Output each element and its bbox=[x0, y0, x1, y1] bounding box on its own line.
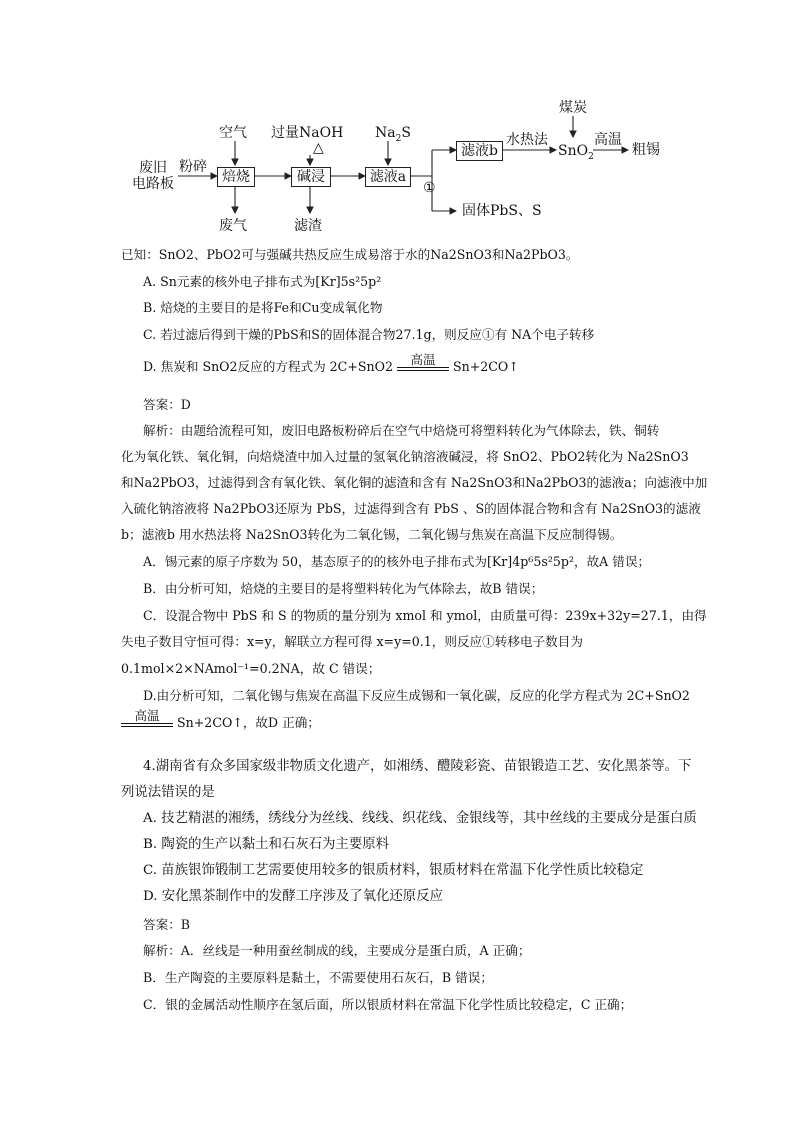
crush-label: 粉碎 bbox=[179, 159, 207, 175]
raw-material-label bbox=[132, 160, 174, 192]
q3-explanation-line1: 解析：由题给流程可知，废旧电路板粉碎后在空气中焙烧可将塑料转化为气体除去，铁、铜转 bbox=[143, 423, 660, 438]
reaction-condition-2-text: 高温 bbox=[134, 707, 160, 723]
naoh-label: 过量NaOH bbox=[271, 125, 344, 141]
reaction-condition-2 bbox=[121, 709, 173, 727]
reaction-condition-text: 高温 bbox=[410, 351, 436, 367]
q3-option-c: C. 若过滤后得到干燥的PbS和S的固体混合物27.1g，则反应①有 NA个电子转移 bbox=[143, 327, 595, 342]
q3-explanation-line2: 化为氧化铁、氧化铜，向焙烧渣中加入过量的氢氧化钠溶液碱浸，将 SnO2、PbO2转化为 Na2SnO3 bbox=[121, 449, 689, 464]
reaction-1-marker: ① bbox=[423, 180, 436, 196]
q3-explanation-c2: 失电子数目守恒可得：x=y，解联立方程可得 x=y=0.1，则反应①转移电子数目为 bbox=[121, 634, 583, 649]
residue-label: 滤渣 bbox=[294, 218, 322, 234]
crude-tin-label: 粗锡 bbox=[632, 142, 660, 158]
q3-explanation-line3: 和Na2PbO3，过滤得到含有氧化铁、氧化铜的滤渣和含有 Na2SnO3和Na2PbO3的滤液a；向滤液中加 bbox=[121, 475, 708, 490]
solid-product-label: 固体PbS、S bbox=[462, 203, 542, 219]
q3-explanation-d1: D.由分析可知，二氧化锡与焦炭在高温下反应生成锡和一氧化碳，反应的化学方程式为 2C+SnO2 bbox=[143, 688, 690, 703]
q4-explanation-a: 解析：A．丝线是一种用蚕丝制成的线，主要成分是蛋白质，A 正确； bbox=[143, 943, 531, 958]
waste-gas-label: 废气 bbox=[219, 218, 247, 234]
process-flowchart bbox=[120, 92, 680, 242]
na2s-label: $Na_2S$ bbox=[375, 125, 411, 144]
q3-option-a: A. Sn元素的核外电子排布式为[Kr]5s²5p² bbox=[143, 274, 382, 289]
heating-triangle: △ bbox=[313, 140, 324, 156]
hydrothermal-label: 水热法 bbox=[506, 132, 548, 148]
q3-option-b: B. 焙烧的主要目的是将Fe和Cu变成氧化物 bbox=[143, 300, 383, 315]
q3-explanation-line5: b；滤液b 用水热法将 Na2SnO3转化为二氧化锡，二氧化锡与焦炭在高温下反应制得锡。 bbox=[121, 527, 623, 542]
q4-answer: 答案：B bbox=[143, 917, 191, 932]
q3-answer: 答案：D bbox=[143, 397, 191, 412]
q3-explanation-c1: C．设混合物中 PbS 和 S 的物质的量分别为 xmol 和 ymol，由质量可得：239x+32y=27.1，由得 bbox=[143, 608, 707, 623]
q3-option-d-suffix: Sn+2CO↑ bbox=[452, 359, 519, 374]
q3-explanation-a: A．锡元素的原子序数为 50，基态原子的的核外电子排布式为[Kr]4p⁶5s²5p²，故A 错误； bbox=[143, 554, 651, 569]
q4-explanation-b: B．生产陶瓷的主要原料是黏土，不需要使用石灰石，B 错误； bbox=[143, 970, 493, 985]
roast-box: 焙烧 bbox=[217, 167, 255, 187]
q4-stem-line1: 4.湖南省有众多国家级非物质文化遗产，如湘绣、醴陵彩瓷、苗银锻造工艺、安化黑茶等。下 bbox=[143, 759, 692, 774]
q3-explanation-c3: 0.1mol×2×NAmol⁻¹=0.2NA，故 C 错误； bbox=[121, 661, 381, 676]
q4-option-c: C. 苗族银饰锻制工艺需要使用较多的银质材料，银质材料在常温下化学性质比较稳定 bbox=[143, 863, 644, 878]
raw-material-line1: 废旧 bbox=[139, 160, 167, 176]
q4-option-a: A. 技艺精湛的湘绣，绣线分为丝线、线线、织花线、金银线等，其中丝线的主要成分是蛋白质 bbox=[143, 811, 697, 826]
q3-known-condition: 已知：SnO2、PbO2可与强碱共热反应生成易溶于水的Na2SnO3和Na2PbO3。 bbox=[121, 247, 579, 262]
filtrate-b-box: 滤液b bbox=[456, 141, 503, 161]
high-temp-label: 高温 bbox=[594, 132, 622, 148]
leach-box: 碱浸 bbox=[291, 167, 331, 187]
q4-option-d: D. 安化黑茶制作中的发酵工序涉及了氧化还原反应 bbox=[143, 889, 443, 904]
q4-stem-line2: 列说法错误的是 bbox=[121, 785, 215, 800]
sno2-label: SnO$_2$ bbox=[558, 143, 594, 162]
q3-explanation-line4: 入硫化钠溶液将 Na2PbO3还原为 PbS，过滤得到含有 PbS 、S的固体混合物和含有 Na2SnO3的滤液 bbox=[121, 501, 701, 516]
equals-bar-2 bbox=[121, 723, 173, 727]
q3-explanation-d2-text: Sn+2CO↑，故D 正确； bbox=[177, 715, 320, 730]
q3-option-d-prefix: D. 焦炭和 SnO2反应的方程式为 2C+SnO2 bbox=[143, 359, 393, 374]
q3-option-d bbox=[143, 351, 519, 377]
air-label: 空气 bbox=[219, 125, 247, 141]
reaction-condition bbox=[397, 353, 449, 371]
q4-explanation-c: C．银的金属活动性顺序在氢后面，所以银质材料在常温下化学性质比较稳定，C 正确； bbox=[143, 997, 633, 1012]
equals-bar bbox=[397, 367, 449, 371]
q4-option-b: B. 陶瓷的生产以黏土和石灰石为主要原料 bbox=[143, 837, 389, 852]
filtrate-a-box: 滤液a bbox=[365, 167, 411, 187]
q3-explanation-d2 bbox=[121, 707, 320, 733]
coke-label: 煤炭 bbox=[559, 100, 587, 116]
q3-explanation-b: B．由分析可知，焙烧的主要目的是将塑料转化为气体除去，故B 错误； bbox=[143, 581, 544, 596]
raw-material-line2: 电路板 bbox=[132, 176, 174, 192]
